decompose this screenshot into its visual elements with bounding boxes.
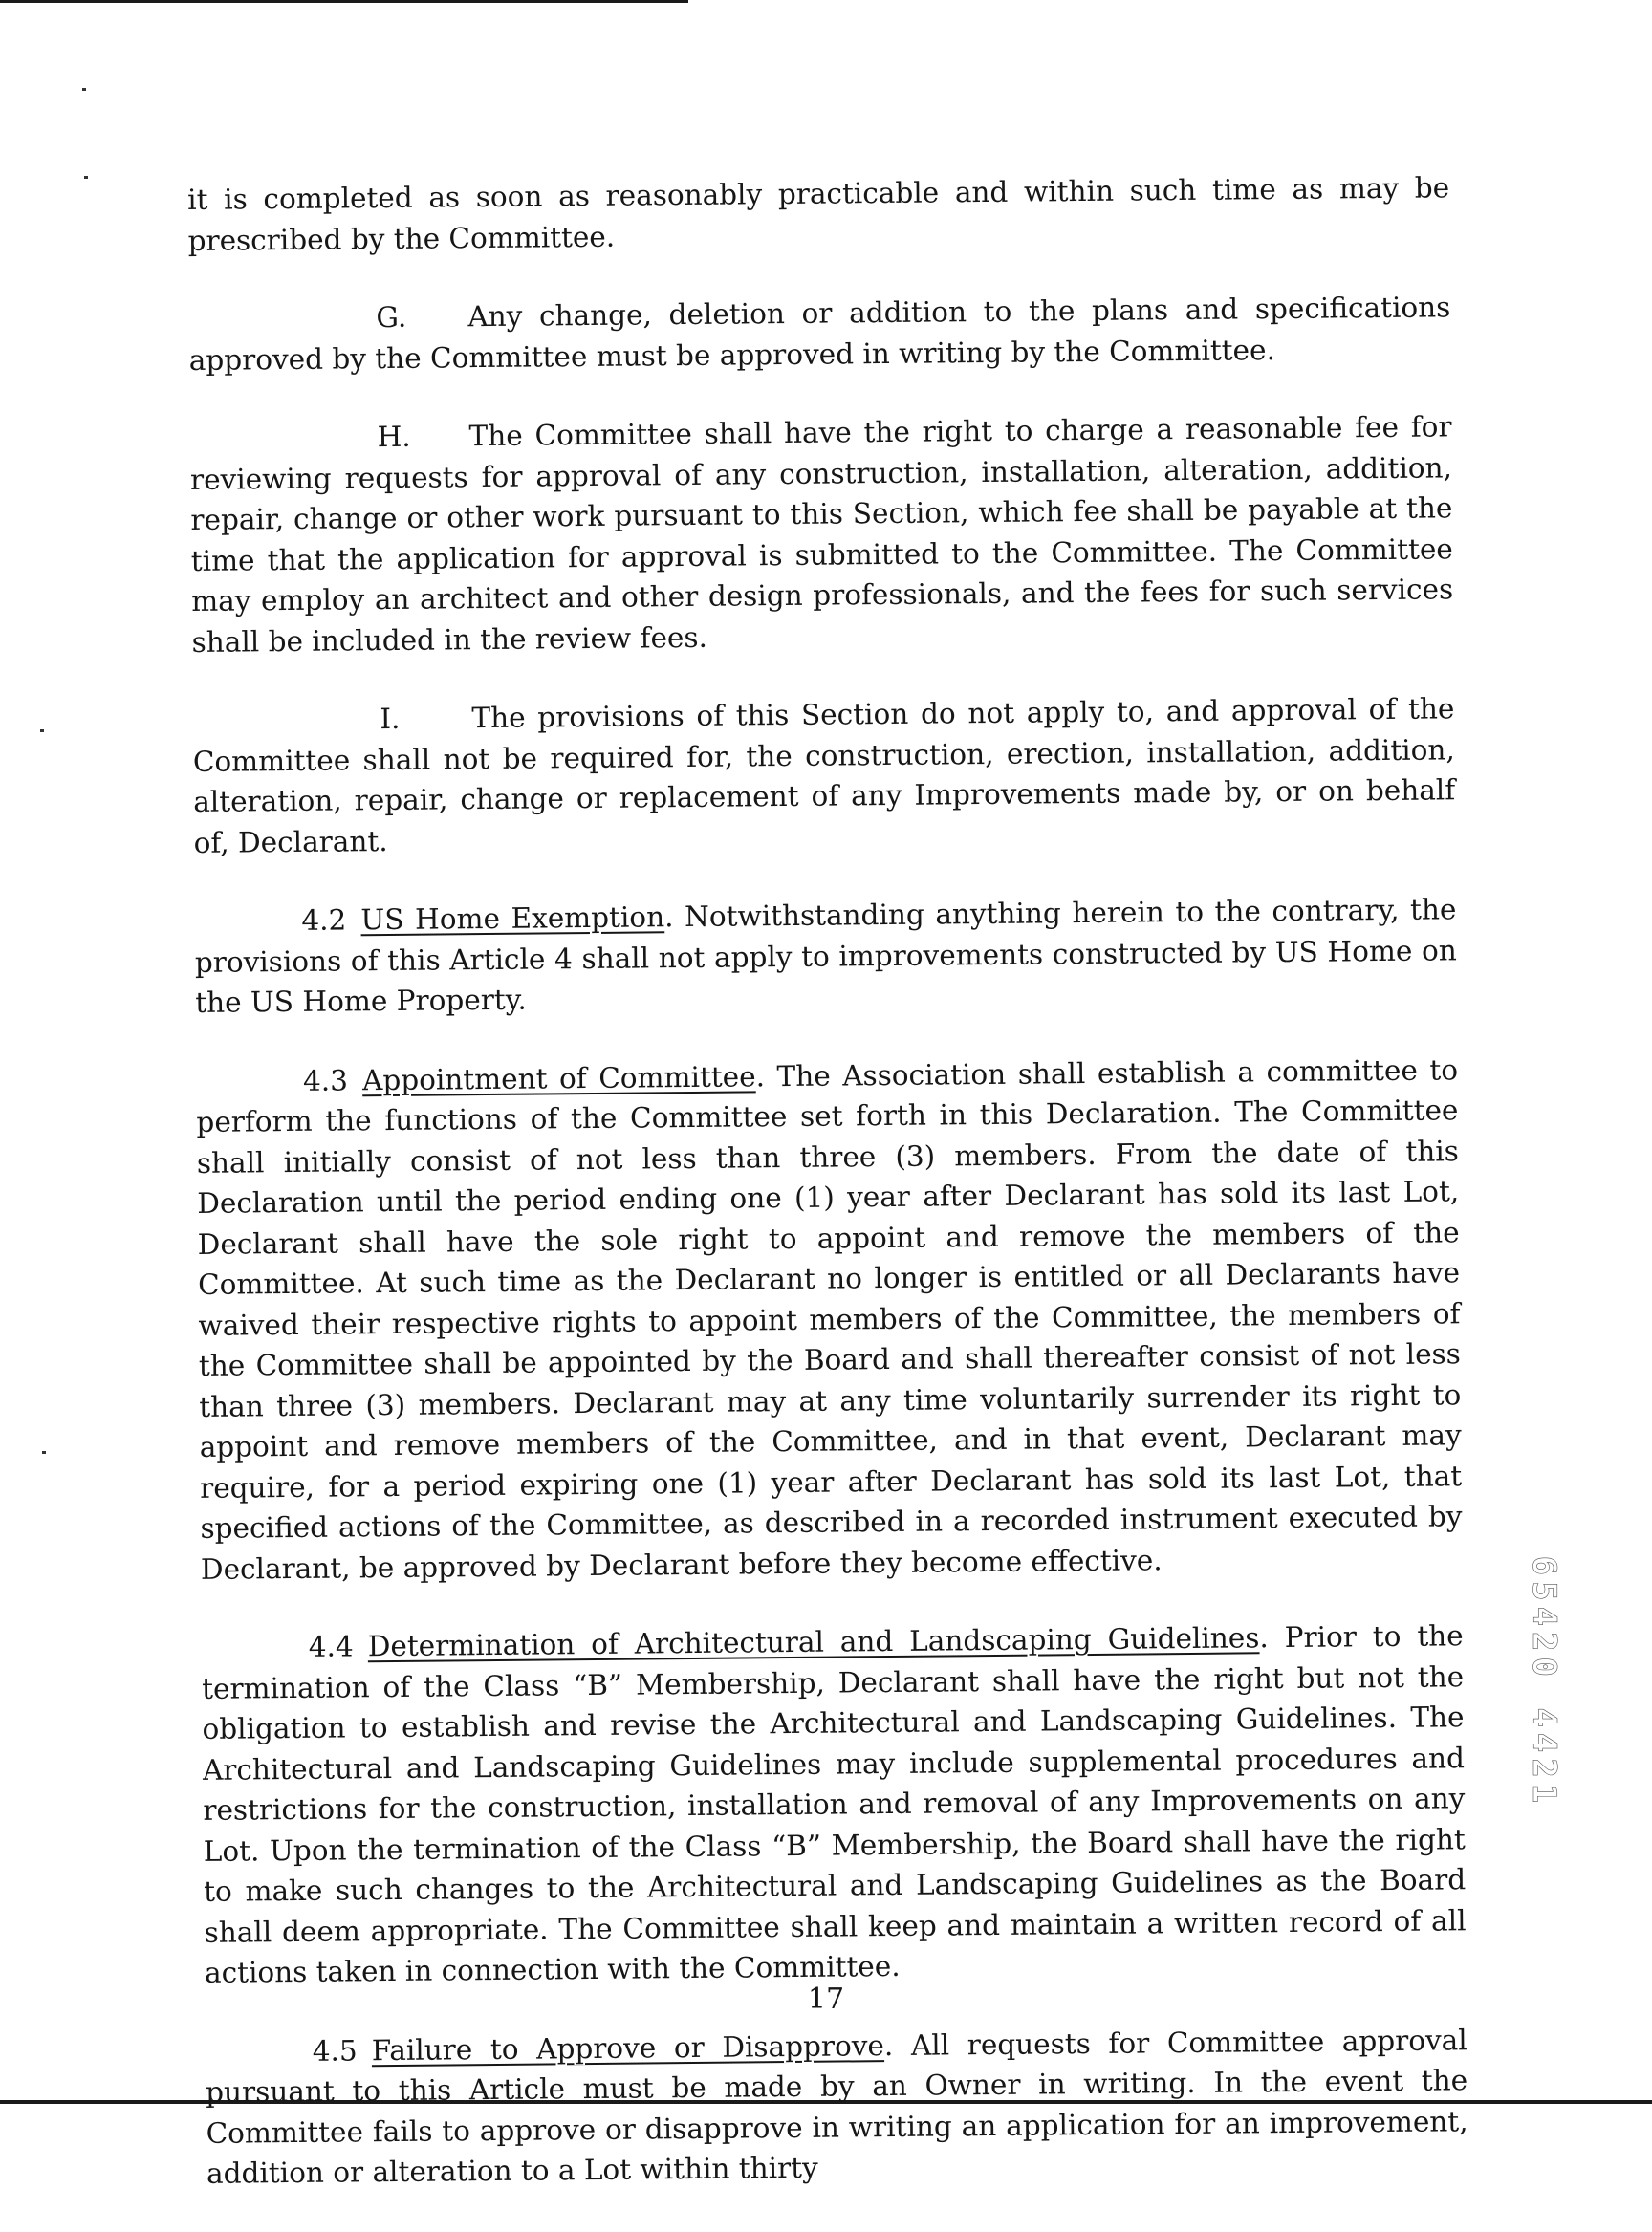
section-number: 4.5: [312, 2033, 358, 2068]
continuation-paragraph: it is completed as soon as reasonably practicable and within such time as may be prescribed by the Committee.: [187, 171, 1450, 257]
item-g: [188, 287, 1451, 380]
section-heading: Determination of Architectural and Landscaping Guidelines: [367, 1621, 1260, 1663]
item-i: [192, 688, 1456, 863]
section-4-5: 4.5 Failure to Approve or Disapprove. All requests for Committee approval pursuant to this Article must be made by an Owner in writing. In the event the Committee fails to approve or disapprove in writing an application for an improvement, addition or alteration to a Lot within thirty: [206, 2023, 1468, 2190]
scan-speck: [42, 1451, 46, 1454]
section-text: All requests for Committee approval pursuant to this Article must be made by an Owner in writing. In the event the Committee fails to approve or disapprove in writing an application for an improvement, addition or alteration to a Lot within thirty: [206, 2023, 1468, 2190]
scan-speck: [40, 729, 44, 732]
page-number: 17: [807, 1983, 845, 2016]
body-text: [187, 167, 1469, 2232]
scan-speck: [82, 88, 86, 91]
section-4-3: 4.3 Appointment of Committee. The Association shall establish a committee to perform the functions of the Committee set forth in this Declaration. The Committee shall initially consist of not less than three (3) members. From the date of this Declaration until the period ending one (1) year after Declarant has sold its last Lot, Declarant shall have the sole right to appoint and remove the members of the Committee. At such time as the Declarant no longer is entitled or all Declarants have waived their respective rights to appoint members of the Committee, the members of the Committee shall be appointed by the Board and shall thereafter consist of not less than three (3) members. Declarant may at any time voluntarily surrender its right to appoint and remove members of the Committee, and in that event, Declarant may require, for a period expiring one (1) year after Declarant has sold its last Lot, that specified actions of the Committee, as described in a recorded instrument executed by Declarant, be approved by Declarant before they become effective.: [196, 1052, 1463, 1586]
section-heading: Appointment of Committee: [361, 1059, 756, 1096]
section-4-4: 4.4 Determination of Architectural and Landscaping Guidelines. Prior to the termination of the Class “B” Membership, Declarant shall have the right but not the obligation to establish and revise the Architectural and Landscaping Guidelines. The Architectural and Landscaping Guidelines may include supplemental procedures and restrictions for the construction, installation and removal of any Improvements on any Lot. Upon the termination of the Class “B” Membership, the Board shall have the right to make such changes to the Architectural and Landscaping Guidelines as the Board shall deem appropriate. The Committee shall keep and maintain a written record of all actions taken in connection with the Committee.: [201, 1619, 1467, 1989]
section-heading: US Home Exemption: [360, 900, 665, 937]
recording-stamp: [1515, 1549, 1573, 1816]
section-number: 4.4: [308, 1630, 354, 1663]
item-label: H.: [377, 420, 411, 454]
item-label: I.: [380, 702, 401, 736]
item-text: The provisions of this Section do not apply to, and approval of the Committee shall not be required for, the construction, erection, installation, addition, alteration, repair, change or replacement of any Improvements made by, or on behalf of, Declarant.: [192, 692, 1456, 859]
item-text: The Committee shall have the right to charge a reasonable fee for reviewing requests for approval of any construction, installation, alteration, addition, repair, change or other work pursuant to this Section, which fee shall be payable at the time that the application for approval is submitted to the Committee. The Committee may employ an architect and other design professionals, and the fees for such services shall be included in the review fees.: [189, 410, 1454, 659]
section-text: Notwithstanding anything herein to the contrary, the provisions of this Article 4 shall not apply to improvements constructed by US Home on the US Home Property.: [194, 893, 1457, 1019]
section-4-2: 4.2 US Home Exemption. Notwithstanding anything herein to the contrary, the provisions of this Article 4 shall not apply to improvements constructed by US Home on the US Home Property.: [194, 893, 1457, 1019]
item-h: [189, 406, 1453, 662]
section-text: The Association shall establish a committee to perform the functions of the Committee set forth in this Declaration. The Committee shall initially consist of not less than three (3) members. From the date of this Declaration until the period ending one (1) year after Declarant has sold its last Lot, Declarant shall have the sole right to appoint and remove the members of the Committee. At such time as the Declarant no longer is entitled or all Declarants have waived their respective rights to appoint members of the Committee, the members of the Committee shall be appointed by the Board and shall thereafter consist of not less than three (3) members. Declarant may at any time voluntarily surrender its right to appoint and remove members of the Committee, and in that event, Declarant may require, for a period expiring one (1) year after Declarant has sold its last Lot, that specified actions of the Committee, as described in a recorded instrument executed by Declarant, be approved by Declarant before they become effective.: [196, 1052, 1463, 1586]
scan-top-edge: [0, 0, 688, 3]
item-text: Any change, deletion or addition to the plans and specifications approved by the Committee must be approved in writing by the Committee.: [188, 291, 1451, 377]
section-heading: Failure to Approve or Disapprove: [371, 2028, 885, 2067]
scan-speck: [84, 176, 88, 179]
section-number: 4.2: [301, 903, 347, 937]
section-text: Prior to the termination of the Class “B” Membership, Declarant shall have the right but not the obligation to establish and revise the Architectural and Landscaping Guidelines. The Architectural and Landscaping Guidelines may include supplemental procedures and restrictions for the construction, installation and removal of any Improvements on any Lot. Upon the termination of the Class “B” Membership, the Board shall have the right to make such changes to the Architectural and Landscaping Guidelines as the Board shall deem appropriate. The Committee shall keep and maintain a written record of all actions taken in connection with the Committee.: [201, 1619, 1467, 1989]
section-number: 4.3: [302, 1063, 349, 1097]
item-label: G.: [376, 300, 407, 335]
recording-stamp-number: 65420 4421: [1525, 1555, 1563, 1809]
